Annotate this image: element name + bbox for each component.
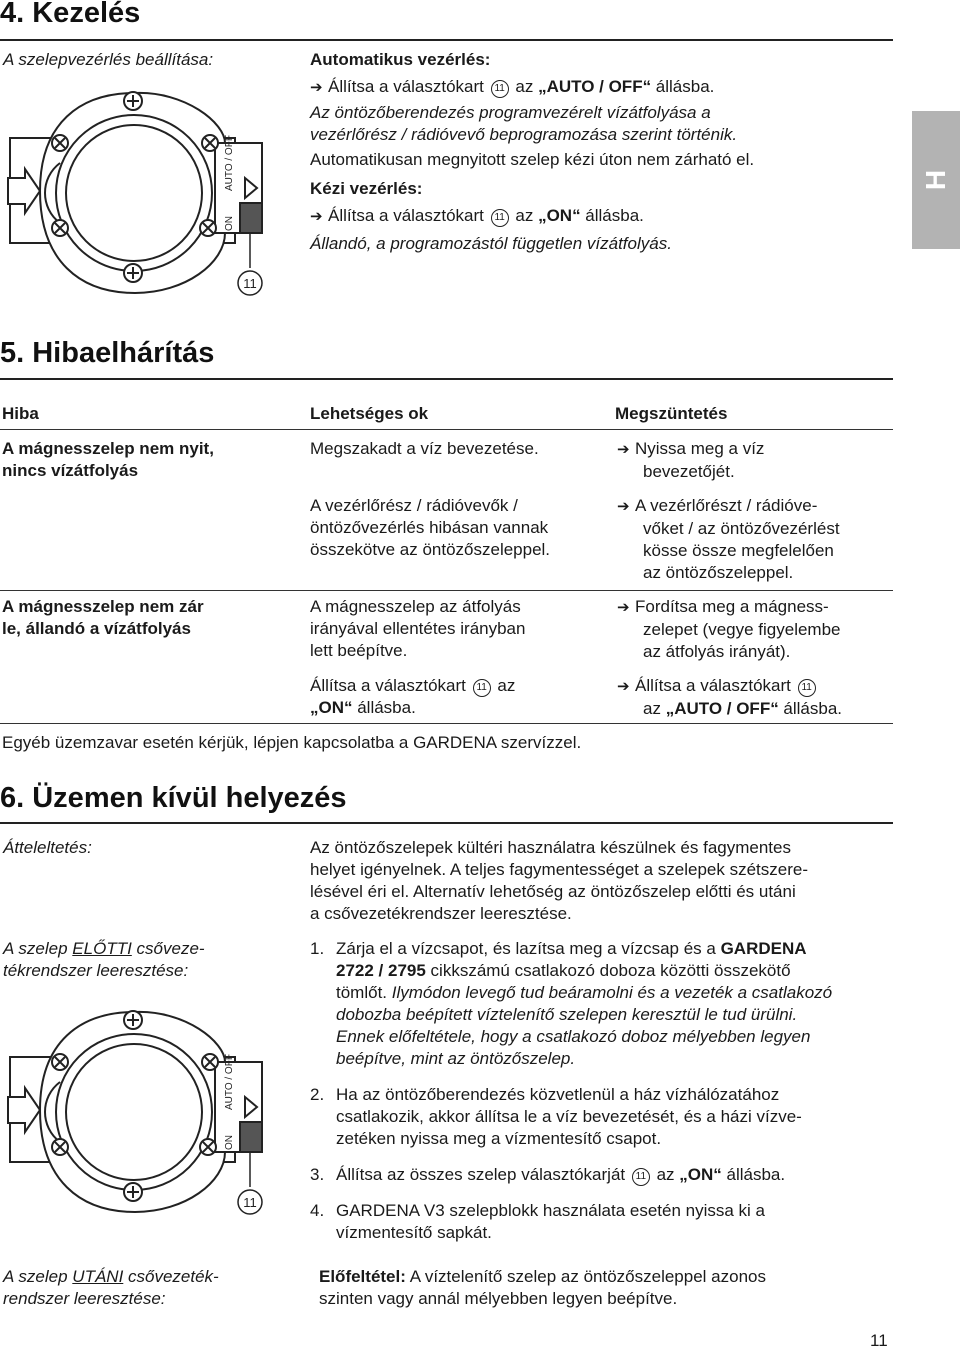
- precondition: Előfeltétel: A víztelenítő szelep az öntözőszeleppel azonos szinten vagy annál mélyebben legyen beépítve.: [319, 1267, 766, 1308]
- side-before: A szelep ELŐTTI csőveze- tékrendszer leeresztése:: [3, 939, 205, 980]
- callout-11-icon: 11: [632, 1168, 650, 1186]
- footer-note: Egyéb üzemzavar esetén kérjük, lépjen kapcsolatba a GARDENA szervízzel.: [2, 733, 582, 752]
- col-header-fault: Hiba: [2, 404, 39, 423]
- section-4-side-label: A szelepvezérlés beállítása:: [3, 50, 214, 69]
- heading-rule: [0, 378, 893, 380]
- heading-rule: [0, 39, 893, 41]
- page-number: 11: [870, 1331, 888, 1350]
- manual-note: Állandó, a programozástól független vízátfolyás.: [310, 234, 672, 253]
- section-6-heading: 6. Üzemen kívül helyezés: [0, 782, 347, 814]
- cause-2a: A mágnesszelep az átfolyás irányával ellentétes irányban lett beépítve.: [310, 597, 526, 660]
- on-label: ON: [224, 216, 235, 231]
- list-item: 1. Zárja el a vízcsapot, és lazítsa meg a vízcsap és a GARDENA 2722 / 2795 cikkszámú csatlakozó doboza közötti összekötő tömlőt. Ilymódon levegő tud beáramolni és a vezeték a csatlakozó dobozba beépített víztelenítő szelepen keresztül le tud ürülni. Ennek előfeltétele, hogy a csatlakozó doboz mélyebben legyen beépítve, mint az öntözőszelep.: [310, 939, 833, 1068]
- callout-11-icon: 11: [491, 80, 509, 98]
- auto-off-label: AUTO / OFF: [224, 135, 235, 191]
- drain-steps: [310, 938, 910, 1244]
- valve-illustration: [0, 83, 280, 298]
- auto-note-2: vezérlőrész / rádióvevő beprogramozása szerint történik.: [310, 125, 738, 144]
- list-item: 3. Állítsa az összes szelep választókarját 11 az „ON“ állásba.: [310, 1165, 786, 1184]
- table-row-rule: [0, 590, 893, 591]
- fault-1: A mágnesszelep nem nyit, nincs vízátfolyás: [2, 439, 214, 480]
- cause-1b: A vezérlőrész / rádióvevők / öntözővezérlés hibásan vannak összekötve az öntözőszeleppel.: [310, 496, 551, 559]
- fix-2b: ➔ Állítsa a választókart 11 az „AUTO / OFF“ állásba.: [617, 676, 843, 718]
- section-4-heading: 4. Kezelés: [0, 0, 141, 29]
- valve-illustration: [0, 1002, 280, 1217]
- table-bottom-rule: [0, 723, 893, 724]
- arrow-right-icon: ➔: [617, 441, 630, 458]
- side-after: A szelep UTÁNI csővezeték- rendszer leeresztése:: [3, 1267, 219, 1308]
- table-header-rule: [0, 429, 893, 430]
- callout-11-icon: 11: [473, 679, 491, 697]
- manual-step: ➔ Állítsa a választókart 11 az „ON“ állásba.: [310, 205, 910, 228]
- arrow-right-icon: ➔: [617, 599, 630, 616]
- arrow-right-icon: ➔: [617, 498, 630, 515]
- side-overwinter: Átteleltetés:: [3, 838, 92, 857]
- callout-11-icon: 11: [491, 209, 509, 227]
- auto-step: ➔ Állítsa a választókart 11 az „AUTO / OFF“ állásba.: [310, 76, 910, 99]
- heading-rule: [0, 822, 893, 824]
- list-item: 4. GARDENA V3 szelepblokk használata esetén nyissa ki a vízmentesítő sapkát.: [310, 1201, 766, 1242]
- cause-1a: Megszakadt a víz bevezetése.: [310, 439, 539, 458]
- auto-off-label: AUTO / OFF: [224, 1054, 235, 1110]
- fix-2a: ➔ Fordítsa meg a mágness- zelepet (vegye figyelembe az átfolyás irányát).: [617, 597, 841, 661]
- intro-paragraph: Az öntözőszelepek kültéri használatra készülnek és fagymentes helyet igényelnek. A teljes fagymentességet a szelepek szétszere- lésével éri el. Alternatív lehetőség az öntözőszelep előtti és utáni a csővezetékrendszer leeresztése.: [310, 838, 809, 923]
- section-5-heading: 5. Hibaelhárítás: [0, 337, 215, 369]
- col-header-cause: Lehetséges ok: [310, 404, 429, 423]
- arrow-right-icon: ➔: [310, 79, 323, 96]
- on-label: ON: [224, 1135, 235, 1150]
- fix-1a: ➔ Nyissa meg a víz bevezetőjét.: [617, 439, 765, 481]
- arrow-right-icon: ➔: [617, 678, 630, 695]
- manual-title: Kézi vezérlés:: [310, 179, 423, 198]
- section-4-body: [310, 49, 910, 255]
- fault-2: A mágnesszelep nem zár le, állandó a vízátfolyás: [2, 597, 204, 638]
- arrow-right-icon: ➔: [310, 208, 323, 225]
- cause-2b: Állítsa a választókart 11 az „ON“ állásba.: [310, 676, 516, 717]
- auto-title: Automatikus vezérlés:: [310, 50, 491, 69]
- callout-11: 11: [243, 1195, 257, 1210]
- fix-1b: ➔ A vezérlőrészt / rádióve- vőket / az öntözővezérlést kösse össze megfelelően az öntözőszeleppel.: [617, 496, 840, 582]
- list-item: 2. Ha az öntözőberendezés közvetlenül a ház vízhálózatához csatlakozik, akkor állítsa le a víz bevezetését, és a házi vízve- zetéken nyissa meg a vízmentesítő csapot.: [310, 1085, 802, 1148]
- callout-11-icon: 11: [798, 679, 816, 697]
- language-tab: H: [912, 111, 960, 249]
- auto-plain: Automatikusan megnyitott szelep kézi úton nem zárható el.: [310, 150, 755, 169]
- col-header-fix: Megszüntetés: [615, 404, 728, 423]
- auto-note-1: Az öntözőberendezés programvezérelt vízátfolyása a: [310, 103, 711, 122]
- callout-11: 11: [243, 276, 257, 291]
